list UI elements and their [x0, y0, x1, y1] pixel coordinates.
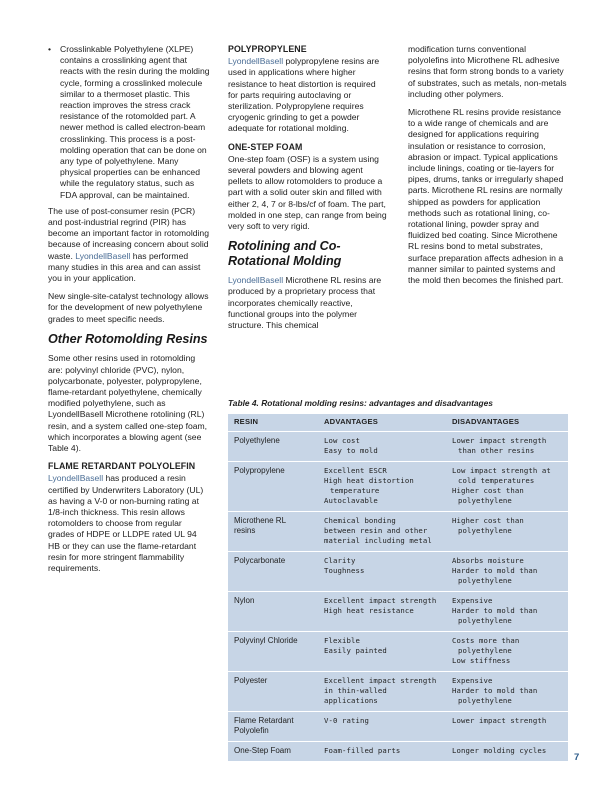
cell-line: Low impact strength at — [452, 466, 551, 475]
table-header-row — [228, 414, 568, 432]
cell-line: polyethylene — [458, 616, 512, 625]
cell-line: in thin-walled applications — [324, 686, 387, 705]
cell-resin — [228, 432, 318, 462]
cell-line: Lower impact strength — [452, 436, 547, 445]
page-number: 7 — [574, 752, 580, 763]
cell-line: Autoclavable — [324, 496, 378, 505]
cell-advantages — [318, 742, 446, 762]
cell-line: One-Step Foam — [234, 746, 291, 755]
heading-other-rotomolding-resins: Other Rotomolding Resins — [48, 331, 208, 346]
cell-disadvantages — [446, 512, 568, 552]
cell-line: Excellent impact strength — [324, 676, 437, 685]
column-header-resin: RESIN — [228, 414, 318, 432]
cell-advantages — [318, 462, 446, 512]
table-row — [228, 632, 568, 672]
paragraph-other-resins: Some other resins used in rotomolding are: polyvinyl chloride (PVC), nylon, polycarbonate, polyester, polypropylene, flame-retardant polyethylene, chemically modified polyethylene, such as LyondellBasell Microthene rotolining (RL) resin, and a system called one-step foam, which incorporates a blowing agent (see Table 4). — [48, 353, 208, 453]
resin-table — [228, 414, 568, 761]
subheading-one-step-foam: ONE-STEP FOAM — [228, 141, 303, 152]
cell-line: Polyvinyl Chloride — [234, 636, 298, 645]
subheading-polypropylene: POLYPROPYLENE — [228, 44, 307, 54]
paragraph-text: has performed many studies in this area and can assist you in your application. — [48, 250, 201, 284]
cell-disadvantages — [446, 432, 568, 462]
cell-line: Flexible — [324, 636, 360, 645]
paragraph-one-step-foam: One-step foam (OSF) is a system using several powders and blowing agent pellets to allow rotomolders to produce a part with a solid outer skin and filled with either 2, 4, 7 or 8-lbs/cf of foam. The part, molded in one step, can range from being very soft to very rigid. — [228, 153, 387, 232]
table-section — [228, 398, 568, 761]
cell-resin — [228, 632, 318, 672]
cell-disadvantages — [446, 552, 568, 592]
brand-name: LyondellBasell — [228, 56, 284, 67]
cell-disadvantages — [446, 672, 568, 712]
cell-line: Higher cost than — [452, 516, 524, 525]
paragraph-text: has produced a resin certified by Underwriters Laboratory (UL) as having a V-0 or non-burning rating at 1/8-inch thickness. This resin allows rotomolders to choose from regular grades of HDPE or LLDPE rated UL 94 HB or they can use the flame-retardant resin for more stringent flammability requirements. — [48, 473, 204, 574]
cell-resin — [228, 512, 318, 552]
table-row — [228, 712, 568, 742]
column-right — [408, 44, 568, 293]
table-row — [228, 742, 568, 762]
cell-line: polyethylene — [458, 526, 512, 535]
cell-advantages — [318, 592, 446, 632]
cell-line: Polypropylene — [234, 466, 285, 475]
table-caption: Table 4. Rotational molding resins: advantages and disadvantages — [228, 398, 493, 408]
bullet-text: Crosslinkable Polyethylene (XLPE) contains a crosslinking agent that reacts with the resin during the molding cycle, forming a crosslinked molecule similar to a thermoset plastic. This reaction improves the stress crack resistance of the rotomolded part. A newer method is called electron-beam crosslinking. This process is a post-molding operation that can be done on any type of polyethylene. Many physical properties can be enhanced while the regulatory status, such as FDA approval, can be maintained. — [60, 44, 210, 200]
cell-line: Excellent ESCR — [324, 466, 387, 475]
cell-disadvantages — [446, 712, 568, 742]
cell-line: Polyester — [234, 676, 268, 685]
cell-line: Costs more than — [452, 636, 520, 645]
table-row — [228, 672, 568, 712]
cell-resin — [228, 592, 318, 632]
cell-line: cold temperatures — [458, 476, 535, 485]
cell-line: temperature — [330, 486, 380, 495]
cell-line: polyethylene — [458, 576, 512, 585]
cell-resin — [228, 552, 318, 592]
cell-line: than other resins — [458, 446, 535, 455]
cell-line: Polycarbonate — [234, 556, 286, 565]
cell-disadvantages — [446, 632, 568, 672]
cell-line: Nylon — [234, 596, 255, 605]
cell-advantages — [318, 632, 446, 672]
paragraph-polypropylene — [228, 56, 388, 134]
subheading-flame-retardant: FLAME RETARDANT POLYOLEFIN — [48, 461, 196, 472]
column-header-disadvantages: DISADVANTAGES — [446, 414, 568, 432]
cell-advantages — [318, 432, 446, 462]
cell-resin — [228, 462, 318, 512]
table-row — [228, 462, 568, 512]
cell-line: between resin and other — [324, 526, 428, 535]
heading-rotolining: Rotolining and Co-Rotational Molding — [228, 239, 342, 268]
cell-line: Low cost — [324, 436, 360, 445]
paragraph-pcr — [48, 206, 210, 284]
cell-line: Foam-filled parts — [324, 746, 401, 755]
cell-line: High heat resistance — [324, 606, 414, 615]
cell-line: Absorbs moisture — [452, 556, 524, 565]
cell-line: Easily painted — [324, 646, 387, 655]
cell-line: Excellent impact strength — [324, 596, 437, 605]
column-header-advantages: ADVANTAGES — [318, 414, 446, 432]
paragraph-flame-retardant — [48, 473, 210, 574]
cell-resin — [228, 742, 318, 762]
cell-advantages — [318, 712, 446, 742]
cell-line: Low stiffness — [452, 656, 511, 665]
cell-advantages — [318, 672, 446, 712]
cell-line: Flame Retardant — [234, 716, 294, 725]
cell-line: Higher cost than — [452, 486, 524, 495]
cell-line: High heat distortion — [324, 476, 414, 485]
bullet-list — [48, 44, 210, 201]
cell-disadvantages — [446, 592, 568, 632]
cell-line: Harder to mold than — [452, 686, 538, 695]
cell-line: polyethylene — [458, 496, 512, 505]
cell-disadvantages — [446, 742, 568, 762]
cell-disadvantages — [446, 462, 568, 512]
brand-name: LyondellBasell — [75, 250, 131, 261]
cell-line: Polyolefin — [234, 726, 269, 735]
table-body — [228, 432, 568, 762]
cell-line: Longer molding cycles — [452, 746, 547, 755]
cell-line: V-0 rating — [324, 716, 369, 725]
column-middle — [228, 44, 388, 338]
cell-line: material including metal — [324, 536, 432, 545]
paragraph-modification: modification turns conventional polyolefins into Microthene RL adhesive resins that form strong bonds to a variety of substrates, such as metals, non-metals including other polymers. — [408, 44, 567, 99]
cell-line: Microthene RL — [234, 516, 287, 525]
cell-resin — [228, 672, 318, 712]
cell-line: Easy to mold — [324, 446, 378, 455]
cell-line: Harder to mold than — [452, 606, 538, 615]
cell-line: Toughness — [324, 566, 365, 575]
paragraph-text: The use of post-consumer resin (PCR) and post-industrial regrind (PIR) has become an important factor in rotomolding because of increasing concern about solid waste. — [48, 205, 209, 261]
cell-line: Polyethylene — [234, 436, 280, 445]
cell-advantages — [318, 512, 446, 552]
table-row — [228, 432, 568, 462]
paragraph-microthene-rl: Microthene RL resins provide resistance to a wide range of chemicals and are designed for applications requiring insulation or resistance to corrosion, abrasion or impact. Typical applications include linings, coating or tie-layers for pipes, drums, tanks or irregularly shaped parts. Microthene RL resins are normally shipped as powders for application methods such as rotational lining, co-rotational lining, powder spray and fluidized bed coating. Since Microthene RL resins bond to metal substrates, surface preparation affects adhesion in a manner similar to painted systems and the mold then becomes the finished part. — [408, 107, 564, 286]
cell-line: polyethylene — [458, 646, 512, 655]
paragraph-single-site: New single-site-catalyst technology allows for the development of new polyethylene grades to meet specific needs. — [48, 291, 209, 324]
cell-advantages — [318, 552, 446, 592]
list-item — [48, 44, 210, 201]
cell-line: Expensive — [452, 596, 493, 605]
cell-line: Clarity — [324, 556, 356, 565]
brand-name: LyondellBasell — [228, 275, 284, 286]
column-left — [48, 44, 210, 581]
cell-line: Expensive — [452, 676, 493, 685]
table-row — [228, 552, 568, 592]
cell-line: resins — [234, 526, 256, 535]
cell-line: Harder to mold than — [452, 566, 538, 575]
cell-line: polyethylene — [458, 696, 512, 705]
table-row — [228, 592, 568, 632]
bullet-icon: • — [48, 44, 52, 54]
paragraph-text: polypropylene resins are used in applications where higher resistance to heat distortion is required for parts requiring autoclaving or sterilization. Polypropylene requires cryogenic grinding to get a powder adequate for rotational molding. — [228, 56, 380, 134]
paragraph-text: Microthene RL resins are produced by a proprietary process that incorporates chemically reactive, functional groups into the polymer structure. This chemical — [228, 275, 382, 331]
table-row — [228, 512, 568, 552]
cell-line: Lower impact strength — [452, 716, 547, 725]
cell-resin — [228, 712, 318, 742]
brand-name: LyondellBasell — [48, 473, 104, 484]
paragraph-rotolining — [228, 275, 388, 331]
cell-line: Chemical bonding — [324, 516, 396, 525]
